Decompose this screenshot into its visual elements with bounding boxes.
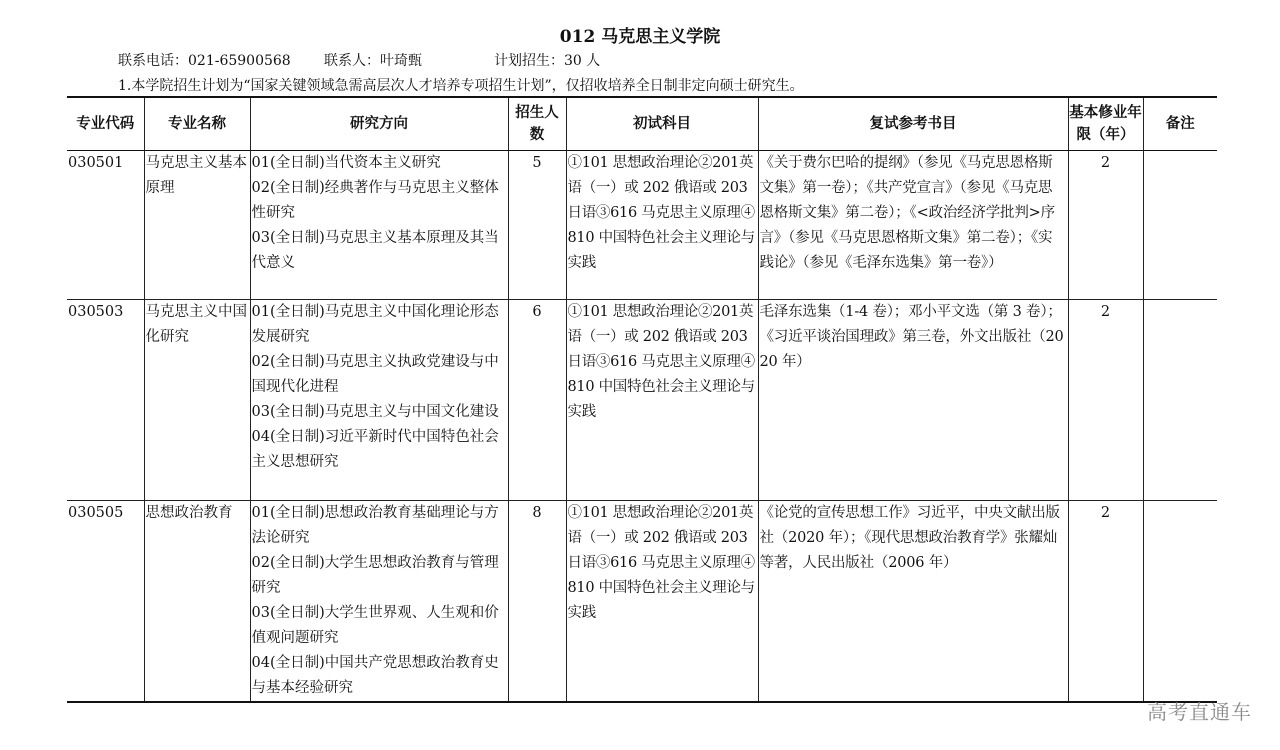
cell-subjects: ①101 思想政治理论②201英语（一）或 202 俄语或 203日语③616 马克思主义原理④810 中国特色社会主义理论与实践 <box>566 300 758 501</box>
cell-remarks <box>1143 300 1217 501</box>
contact-person: 联系人：叶琦甄 <box>324 53 422 69</box>
watermark: 高考直通车 <box>1147 700 1252 724</box>
direction-item: 02(全日制)经典著作与马克思主义整体性研究 <box>251 180 499 221</box>
cell-remarks <box>1143 151 1217 300</box>
enrollment-note: 1.本学院招生计划为“国家关键领域急需高层次人才培养专项招生计划”，仅招收培养全日制非定向硕士研究生。 <box>118 78 804 94</box>
cell-name: 马克思主义基本原理 <box>144 151 250 300</box>
contact-line <box>118 50 600 70</box>
direction-item: 01(全日制)思想政治教育基础理论与方法论研究 <box>251 505 499 546</box>
cell-code: 030501 <box>67 151 144 300</box>
col-header-subjects: 初试科目 <box>566 97 758 151</box>
col-header-code: 专业代码 <box>67 97 144 151</box>
page-title: 012 马克思主义学院 <box>559 27 721 47</box>
col-header-enrollment: 招生人数 <box>508 97 566 151</box>
direction-item: 03(全日制)大学生世界观、人生观和价值观问题研究 <box>251 605 499 646</box>
direction-item: 02(全日制)马克思主义执政党建设与中国现代化进程 <box>251 354 499 395</box>
table-header-row <box>67 97 1217 151</box>
table-row <box>67 501 1217 703</box>
cell-years: 2 <box>1068 501 1143 703</box>
program-table <box>67 96 1217 703</box>
cell-books: 毛泽东选集（1-4 卷）；邓小平文选（第 3 卷）；《习近平谈治国理政》第三卷，外文出版社（2020 年） <box>758 300 1068 501</box>
direction-item: 03(全日制)马克思主义与中国文化建设 <box>251 404 499 420</box>
col-header-years: 基本修业年限（年） <box>1068 97 1143 151</box>
direction-item: 01(全日制)马克思主义中国化理论形态发展研究 <box>251 304 499 345</box>
cell-enrollment: 8 <box>508 501 566 703</box>
cell-directions <box>250 300 508 501</box>
col-header-name: 专业名称 <box>144 97 250 151</box>
col-header-direction: 研究方向 <box>250 97 508 151</box>
table-row <box>67 300 1217 501</box>
cell-directions <box>250 151 508 300</box>
cell-books: 《论党的宣传思想工作》习近平，中央文献出版社（2020 年）；《现代思想政治教育学》张耀灿等著，人民出版社（2006 年） <box>758 501 1068 703</box>
cell-years: 2 <box>1068 151 1143 300</box>
cell-directions <box>250 501 508 703</box>
enrollment-quota: 计划招生：30 人 <box>494 53 601 69</box>
col-header-remarks: 备注 <box>1143 97 1217 151</box>
contact-phone: 联系电话：021-65900568 <box>118 53 291 69</box>
cell-code: 030505 <box>67 501 144 703</box>
cell-enrollment: 5 <box>508 151 566 300</box>
direction-item: 04(全日制)中国共产党思想政治教育史与基本经验研究 <box>251 655 499 696</box>
cell-subjects: ①101 思想政治理论②201英语（一）或 202 俄语或 203日语③616 马克思主义原理④810 中国特色社会主义理论与实践 <box>566 501 758 703</box>
table-row <box>67 151 1217 300</box>
cell-name: 马克思主义中国化研究 <box>144 300 250 501</box>
cell-enrollment: 6 <box>508 300 566 501</box>
cell-remarks <box>1143 501 1217 703</box>
direction-item: 04(全日制)习近平新时代中国特色社会主义思想研究 <box>251 429 499 470</box>
cell-code: 030503 <box>67 300 144 501</box>
direction-item: 01(全日制)当代资本主义研究 <box>251 155 441 171</box>
cell-books: 《关于费尔巴哈的提纲》（参见《马克思恩格斯文集》第一卷）；《共产党宣言》（参见《马克思恩格斯文集》第二卷）；《<政治经济学批判>序言》（参见《马克思恩格斯文集》第二卷）；《实践论》（参见《毛泽东选集》第一卷》） <box>758 151 1068 300</box>
cell-name: 思想政治教育 <box>144 501 250 703</box>
direction-item: 03(全日制)马克思主义基本原理及其当代意义 <box>251 230 499 271</box>
cell-subjects: ①101 思想政治理论②201英语（一）或 202 俄语或 203日语③616 马克思主义原理④810 中国特色社会主义理论与实践 <box>566 151 758 300</box>
direction-item: 02(全日制)大学生思想政治教育与管理研究 <box>251 555 499 596</box>
cell-years: 2 <box>1068 300 1143 501</box>
col-header-books: 复试参考书目 <box>758 97 1068 151</box>
